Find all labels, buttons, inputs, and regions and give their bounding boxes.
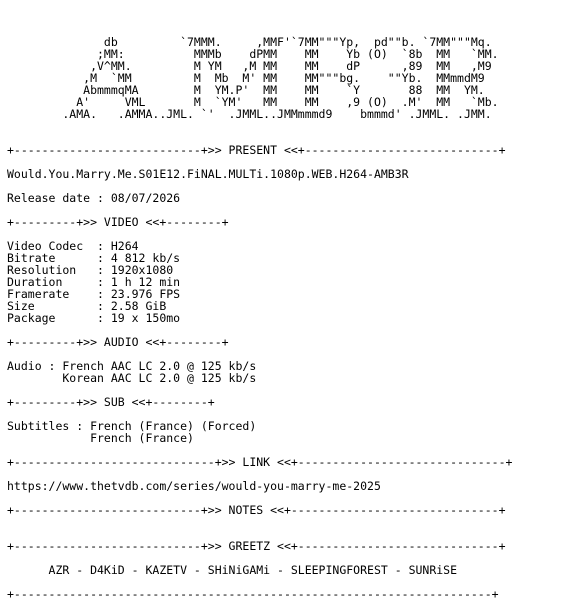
logo-line: ,V^MM. M YM ,M MM MM dP ,89 MM ,M9 bbox=[7, 59, 492, 73]
logo-line: A' VML M `YM' MM MM ,9 (O) .M' MM `Mb. bbox=[7, 95, 499, 109]
video-bitrate: Bitrate : 4 812 kb/s bbox=[7, 251, 181, 265]
video-package: Package : 19 x 150mo bbox=[7, 311, 181, 325]
audio-track-1: Audio : French AAC LC 2.0 @ 125 kb/s bbox=[7, 359, 257, 373]
video-resolution: Resolution : 1920x1080 bbox=[7, 263, 174, 277]
logo-line bbox=[7, 0, 512, 12]
logo-line: .AMA. .AMMA..JML. `' .JMML..JMMmmmd9 bmmmd' .JMML. .JMM. bbox=[7, 107, 492, 121]
video-framerate: Framerate : 23.976 FPS bbox=[7, 287, 181, 301]
release-name: Would.You.Marry.Me.S01E12.FiNAL.MULTi.1080p.WEB.H264-AMB3R bbox=[7, 167, 409, 181]
video-size: Size : 2.58 GiB bbox=[7, 299, 167, 313]
notes-header: +---------------------------+>> NOTES <<+------------------------------+ bbox=[7, 503, 506, 517]
logo-line: ,M `MM M Mb M' MM MM"""bg. ""Yb. MMmmdM9 bbox=[7, 71, 485, 85]
video-codec: Video Codec : H264 bbox=[7, 239, 139, 253]
link-url: https://www.thetvdb.com/series/would-you-marry-me-2025 bbox=[7, 479, 381, 493]
logo-line bbox=[7, 120, 512, 132]
audio-track-2: Korean AAC LC 2.0 @ 125 kb/s bbox=[7, 371, 257, 385]
subtitle-track-1: Subtitles : French (France) (Forced) bbox=[7, 419, 257, 433]
greetz-header: +---------------------------+>> GREETZ <<+-----------------------------+ bbox=[7, 539, 506, 553]
video-header: +---------+>> VIDEO <<+--------+ bbox=[7, 215, 229, 229]
logo-line: ;MM: MMMb dPMM MM Yb (O) `8b MM `MM. bbox=[7, 47, 499, 61]
blank-line bbox=[7, 516, 512, 528]
subtitle-track-2: French (France) bbox=[7, 431, 194, 445]
link-header: +-----------------------------+>> LINK <<+------------------------------+ bbox=[7, 455, 513, 469]
sub-header: +---------+>> SUB <<+--------+ bbox=[7, 395, 215, 409]
logo-line bbox=[7, 12, 512, 24]
present-header: +---------------------------+>> PRESENT <<+----------------------------+ bbox=[7, 143, 506, 157]
release-date: Release date : 08/07/2026 bbox=[7, 191, 181, 205]
nfo-document bbox=[7, 0, 512, 600]
audio-header: +---------+>> AUDIO <<+--------+ bbox=[7, 335, 229, 349]
video-duration: Duration : 1 h 12 min bbox=[7, 275, 181, 289]
greetz-line: AZR - D4KiD - KAZETV - SHiNiGAMi - SLEEPINGFOREST - SUNRiSE bbox=[7, 563, 458, 577]
logo-line: AbmmmqMA M YM.P' MM MM `Y 88 MM YM. bbox=[7, 83, 485, 97]
footer-rule: +---------------------------------------------------------------------+ bbox=[7, 587, 499, 601]
logo-line: db `7MMM. ,MMF'`7MM"""Yp, pd""b. `7MM"""Mq. bbox=[7, 35, 492, 49]
